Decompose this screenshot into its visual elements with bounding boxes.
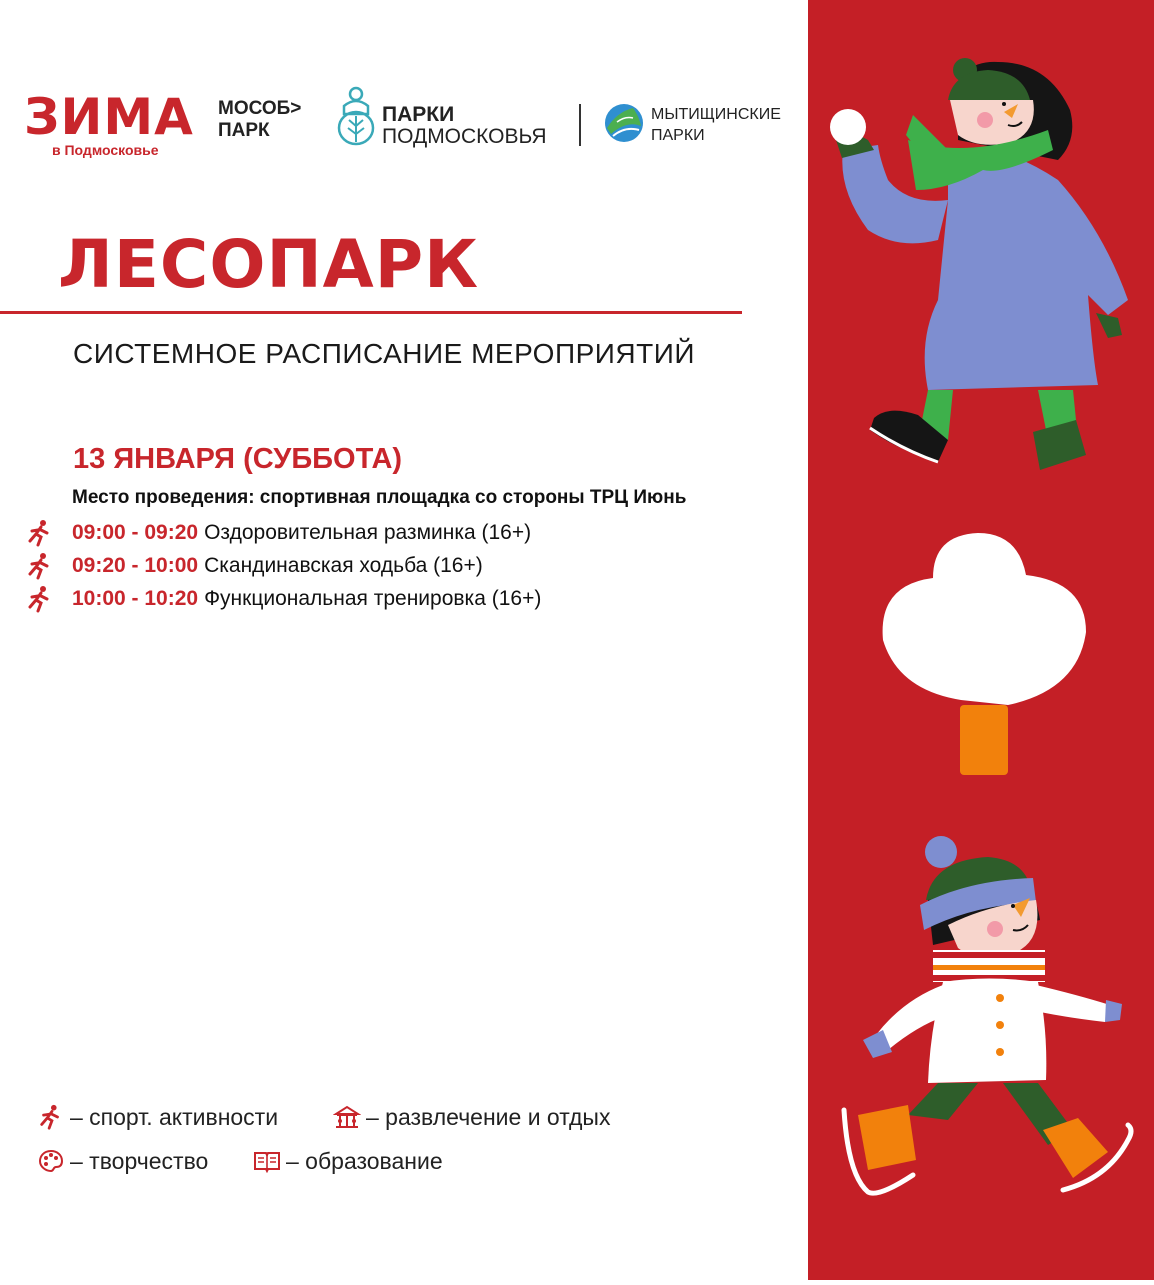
event-name: Оздоровительная разминка (16+): [204, 521, 532, 544]
logo-parki-line2: ПОДМОСКОВЬЯ: [382, 125, 547, 148]
palette-icon: [36, 1147, 66, 1175]
event-time: 09:00 - 09:20: [72, 521, 199, 544]
logo-mytishchinskie-parki: [603, 102, 781, 149]
boy-skating-illustration: [844, 836, 1131, 1193]
event-time: 09:20 - 10:00: [72, 554, 199, 577]
logo-myt-line2: ПАРКИ: [651, 127, 705, 144]
globe-leaf-icon: [603, 102, 645, 144]
winter-illustration: [808, 0, 1154, 1280]
schedule-event: [0, 584, 541, 614]
event-time: 10:00 - 10:20: [72, 587, 199, 610]
schedule-venue: Место проведения: спортивная площадка со стороны ТРЦ Июнь: [72, 487, 687, 508]
logo-parki-line1: ПАРКИ: [382, 103, 455, 126]
schedule-event: [0, 551, 483, 581]
runner-icon: [22, 518, 58, 548]
legend-fun: [332, 1103, 610, 1131]
logo-zima: [24, 88, 194, 158]
logo-mosob-line1: МОСОБ>: [218, 98, 302, 119]
girl-with-snowball-illustration: [830, 58, 1128, 470]
decorative-side-panel: [808, 0, 1154, 1280]
logo-parki-podmoskovya: [336, 84, 547, 153]
event-name: Скандинавская ходьба (16+): [204, 554, 483, 577]
tree-leaf-icon: [336, 84, 376, 148]
event-name: Функциональная тренировка (16+): [204, 587, 542, 610]
legend-sport: [36, 1103, 278, 1131]
logo-zima-text: ЗИМА: [24, 88, 194, 146]
logo-mosobpark: [218, 98, 301, 142]
legend-education: [252, 1147, 443, 1175]
runner-icon: [22, 584, 58, 614]
page-subtitle: СИСТЕМНОЕ РАСПИСАНИЕ МЕРОПРИЯТИЙ: [73, 338, 695, 369]
carousel-icon: [332, 1103, 362, 1131]
legend-sport-label: – спорт. активности: [70, 1103, 279, 1130]
legend-creative-label: – творчество: [70, 1147, 209, 1174]
legend-creative: [36, 1147, 208, 1175]
legend-education-label: – образование: [286, 1147, 443, 1174]
logo-mosob-line2: ПАРК: [218, 120, 270, 141]
schedule-date: 13 ЯНВАРЯ (СУББОТА): [73, 443, 403, 475]
logo-zima-subtext: в Подмосковье: [52, 142, 159, 158]
snowy-tree-illustration: [883, 533, 1086, 775]
legend-fun-label: – развлечение и отдых: [366, 1103, 611, 1130]
runner-icon: [22, 551, 58, 581]
title-underline: [0, 311, 742, 314]
logo-myt-line1: МЫТИЩИНСКИЕ: [651, 106, 781, 123]
runner-icon: [36, 1103, 66, 1131]
page-title: ЛЕСОПАРК: [58, 226, 480, 303]
logo-divider: [579, 104, 581, 146]
book-icon: [252, 1147, 282, 1175]
schedule-event: [0, 518, 531, 548]
